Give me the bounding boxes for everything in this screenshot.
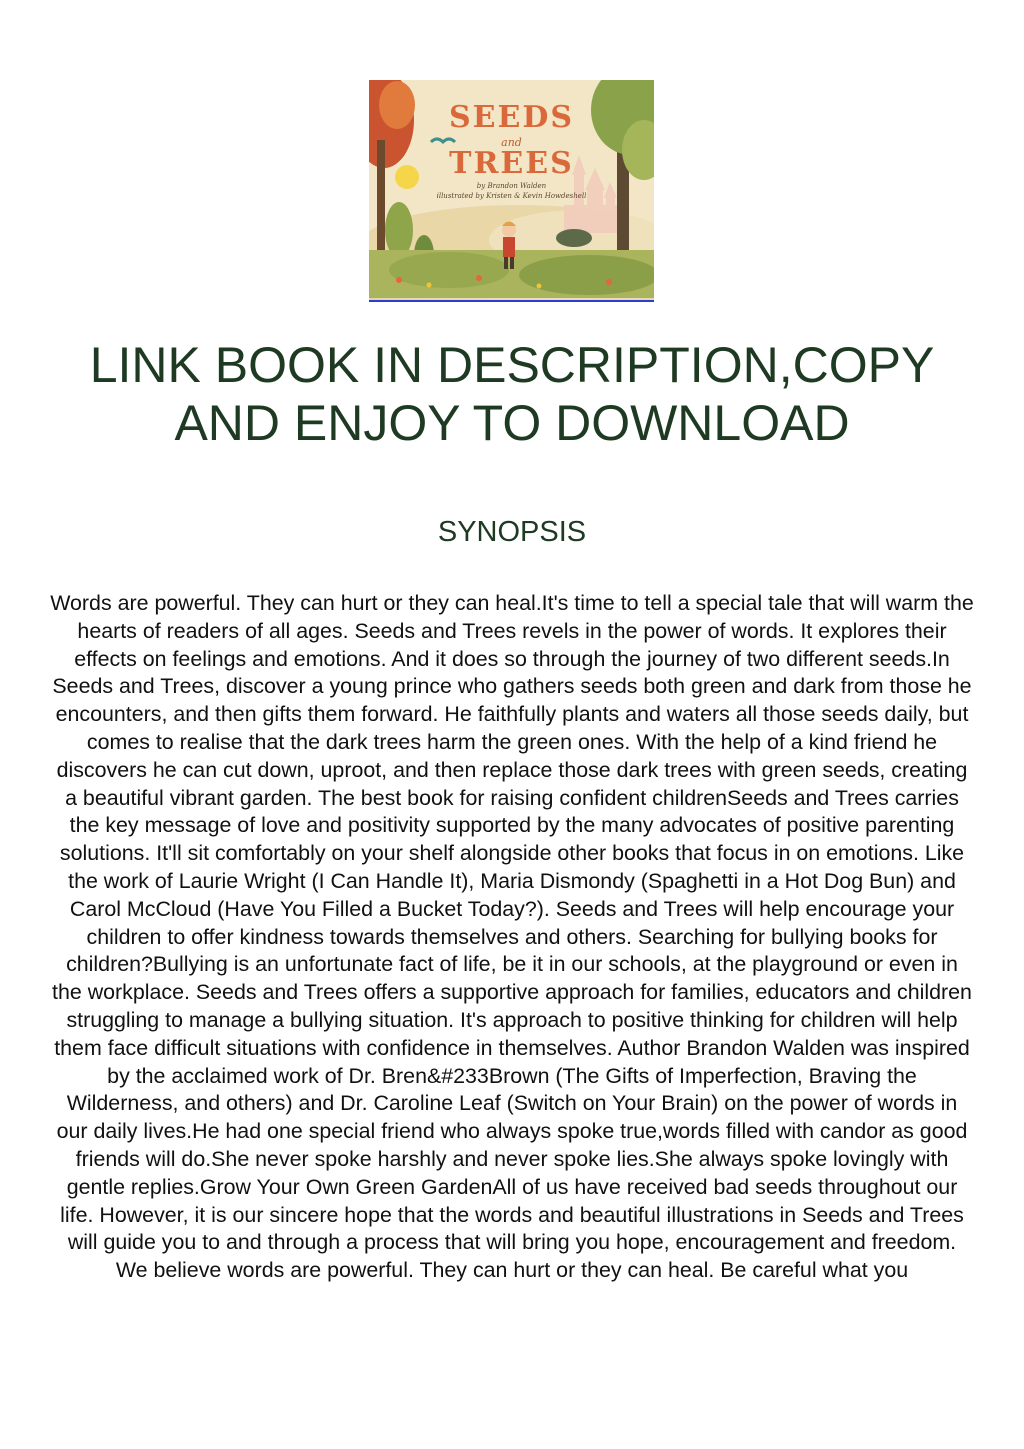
synopsis-heading: SYNOPSIS [437,516,587,548]
synopsis-text: Words are powerful. They can hurt or they can heal.It's time to tell a special tale that will warm the hearts of readers of all ages. Seeds and Trees revels in the power of words. It explores their effects on feelings and emotions. And it does so through the journey of two different seeds.In Seeds and Trees, discover a young prince who gathers seeds both green and dark from those he encounters, and then gifts them forward. He faithfully plants and waters all those seeds daily, but comes to realise that the dark trees harm the green ones. With the help of a kind friend he discovers he can cut down, uproot, and then replace those dark trees with green seeds, creating a beautiful vibrant garden. The best book for raising confident childrenSeeds and Trees carries the key message of love and positivity supported by the many advocates of positive parenting solutions. It'll sit comfortably on your shelf alongside other books that focus in on emotions. Like the work of Laurie Wright (I Can Handle It), Maria Dismondy (Spaghetti in a Hot Dog Bun) and Carol McCloud (Have You Filled a Bucket Today?). Seeds and Trees will help encourage your children to offer kindness towards themselves and others. Searching for bullying books for children?Bullying is an unfortunate fact of life, be it in our schools, at the playground or even in the workplace. Seeds and Trees offers a supportive approach for families, educators and children struggling to manage a bullying situation. It's approach to positive thinking for children will help them face difficult situations with confidence in themselves. Author Brandon Walden was inspired by the acclaimed work of Dr. Bren&#233Brown (The Gifts of Imperfection, Braving the Wilderness, and others) and Dr. Caroline Leaf (Switch on Your Brain) on the power of words in our daily lives.He had one special friend who always spoke true,words filled with candor as good friends will do.She never spoke harshly and never spoke lies.She always spoke lovingly with gentle replies.Grow Your Own Green GardenAll of us have received bad seeds throughout our life. However, it is our sincere hope that the words and beautiful illustrations in Seeds and Trees will guide you to and through a process that will bring you hope, encouragement and freedom. We believe words are powerful. They can hurt or they can heal. Be careful what you [50,591,974,1283]
cover-title-seeds: SEEDS [448,100,575,135]
download-headline: LINK BOOK IN DESCRIPTION,COPY AND ENJOY TO DOWNLOAD [89,337,935,451]
book-cover-link[interactable] [369,80,654,302]
book-cover-image [369,80,654,300]
cover-title-trees: TREES [449,146,574,181]
cover-title-and: and [501,136,522,149]
cover-illustrator-credit: illustrated by Kristen & Kevin Howdeshell [436,192,587,200]
cover-author-credit: by Brandon Walden [476,182,547,190]
